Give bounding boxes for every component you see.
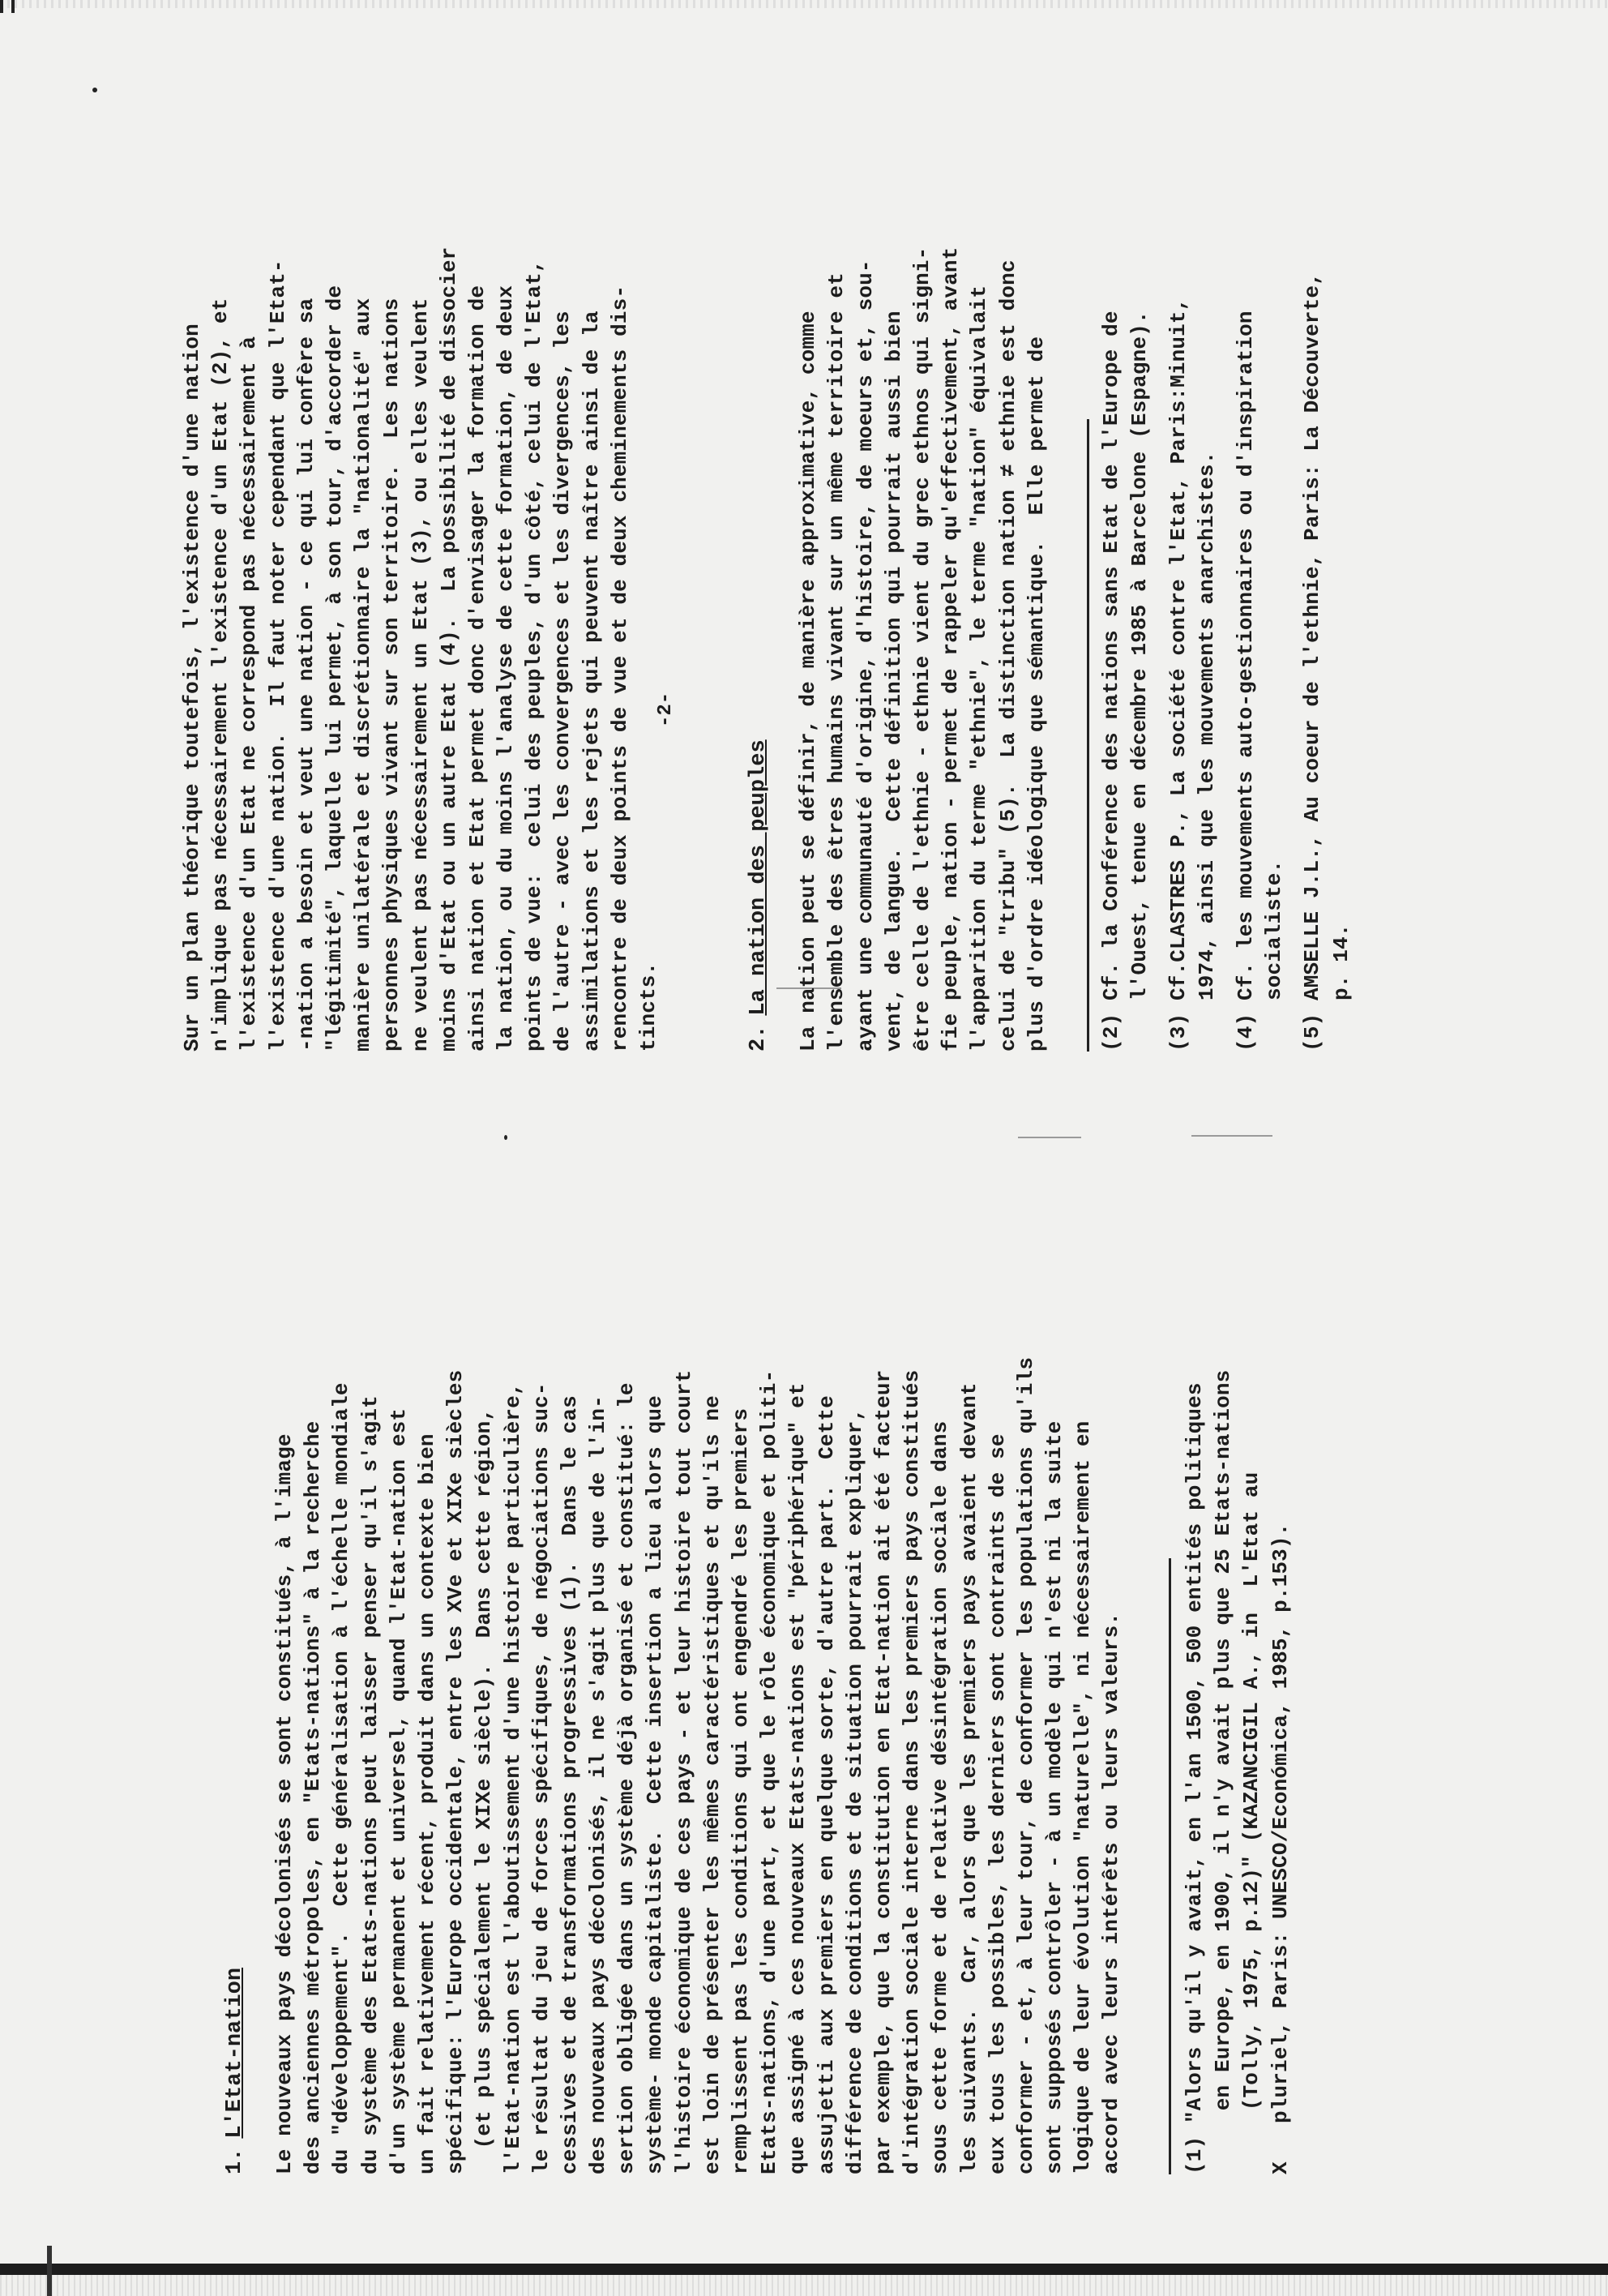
text-line: points de vue: celui des peuples, d'un côté, celui de l'Etat, — [522, 259, 547, 1052]
text-line: du "développement". Cette généralisation à l'échelle mondiale — [329, 1382, 354, 2174]
text-line: sous cette forme et de relative désintégration sociale dans — [928, 1420, 953, 2174]
footnote-spacer — [1155, 46, 1165, 1052]
text-line: -nation a besoin et veut une nation - ce qui lui confère sa — [293, 298, 319, 1052]
footnote-spacer — [1289, 46, 1298, 1052]
intro-text — [178, 46, 663, 1052]
footnote-line: l'Ouest, tenue en décembre 1985 à Barcelone (Espagne). — [1127, 311, 1153, 1052]
text-line: le résultat du jeu de forces spécifiques, de négociations suc- — [528, 1382, 554, 2174]
text-line: l'Etat-nation est l'aboutissement d'une histoire particulière, — [500, 1382, 525, 2174]
text-line: conformer - et, à leur tour, de conformer les populations qu'ils — [1013, 1356, 1038, 2174]
section-number: 2. — [746, 1025, 772, 1052]
text-line: des nouveaux pays décolonisés, il ne s'agit plus que de l'in- — [586, 1395, 611, 2174]
text-line: l'apparition du terme "ethnie", le terme "nation" équivalait — [967, 285, 992, 1052]
text-line: ne veulent pas nécessairement un Etat (3), ou elles veulent — [408, 298, 433, 1052]
text-line: fie peuple, nation - permet de rappeler qu'effectivement, avant — [939, 246, 964, 1052]
text-line: plus d'ordre idéologique que sémantique. Elle permet de — [1024, 336, 1049, 1052]
text-line: l'existence d'un Etat ne correspond pas nécessairement à — [237, 336, 262, 1052]
text-line: spécifique: l'Europe occidentale, entre les XVe et XIXe siècles — [443, 1369, 468, 2174]
text-line: système- monde capitaliste. Cette insertion a lieu alors que — [643, 1395, 668, 2174]
body-text — [794, 46, 1051, 1052]
footnote-line: socialiste. — [1261, 859, 1286, 1052]
text-line: (et plus spécialement le XIXe siècle). Dans cette région, — [472, 1407, 497, 2174]
text-line: sont supposés contrôler - à un modèle qui n'est ni la suite — [1042, 1420, 1067, 2174]
footnote-line: (1) "Alors qu'il y avait, en l'an 1500, 500 entités politiques — [1182, 1382, 1207, 2174]
footnote-line: (3) Cf.CLASTRES P., La société contre l'Etat, Paris:Minuit, — [1165, 298, 1191, 1052]
footnote-line: (Tolly, 1975, p.12)" (KAZANCIGIL A., in L'Etat au — [1239, 1471, 1264, 2174]
text-line: vent, de langue. Cette définition qui pourrait aussi bien — [881, 311, 906, 1052]
footnotes — [1097, 46, 1356, 1052]
text-line: moins d'Etat ou un autre Etat (4). La possibilité de dissocier — [436, 246, 461, 1052]
right-column — [178, 46, 1356, 1052]
text-line: tincts. — [636, 962, 661, 1052]
text-line: d'intégration sociale interne dans les premiers pays constitués — [900, 1369, 925, 2174]
footnote-rule — [1169, 1558, 1171, 2174]
text-line: les suivants. Car, alors que les premiers pays avaient devant — [956, 1382, 981, 2174]
text-line: la nation, ou du moins l'analyse de cette formation, de deux — [494, 285, 519, 1052]
footnote-line: X pluriel, Paris: UNESCO/Económica, 1985, p.153). — [1268, 1523, 1293, 2174]
text-line: manière unilatérale et discrétionnaire la "nationalité" aux — [351, 298, 376, 1052]
text-line: par exemple, que la constitution en Etat-nation ait été facteur — [870, 1369, 896, 2174]
text-line: de l'autre - avec les convergences et les divergences, les — [550, 311, 575, 1052]
text-line: n'implique pas nécessairement l'existence d'un Etat (2), et — [208, 298, 233, 1052]
text-line: personnes physiques vivant sur son territoire. Les nations — [379, 298, 404, 1052]
text-line: différence de conditions et de situation pourrait expliquer, — [842, 1407, 867, 2174]
text-line: Sur un plan théorique toutefois, l'existence d'une nation — [180, 323, 204, 1052]
section-heading — [741, 46, 776, 1052]
page-number: -2- — [655, 692, 677, 727]
text-line: assujetti aux premiers en quelque sorte, d'autre part. Cette — [814, 1395, 839, 2174]
text-line: celui de "tribu" (5). La distinction nation ≠ ethnie est donc — [995, 259, 1020, 1052]
footnote-line: (5) AMSELLE J.L., Au coeur de l'ethnie, Paris: La Découverte, — [1300, 272, 1325, 1052]
text-line: être celle de l'ethnie - ethnie vient du grec ethnos qui signi- — [909, 246, 934, 1052]
text-line: Etats-nations, d'une part, et que le rôle économique et politi- — [757, 1369, 782, 2174]
text-line: ayant une communauté d'origine, d'histoire, de moeurs et, sou- — [853, 259, 878, 1052]
text-line: accord avec leurs intérêts ou leurs valeurs. — [1099, 1612, 1124, 2174]
text-line: rencontre de deux points de vue et de deux cheminements dis- — [607, 285, 632, 1052]
footnote-rule — [1087, 419, 1089, 1052]
text-line: du système des Etats-nations peut laisser penser qu'il s'agit — [357, 1395, 383, 2174]
text-line: logique de leur évolution "naturelle", ni nécessairement en — [1071, 1420, 1096, 2174]
footnotes — [1181, 1177, 1296, 2174]
section-heading — [217, 1177, 253, 2174]
body-text — [271, 1177, 1127, 2174]
text-line: que assigné à ces nouveaux Etats-nations est "périphérique" et — [785, 1382, 810, 2174]
text-line: un fait relativement récent, produit dans un contexte bien — [414, 1433, 439, 2174]
text-line: des anciennes métropoles, en "Etats-nations" à la recherche — [301, 1420, 326, 2174]
footnote-line: 1974, ainsi que les mouvements anarchistes. — [1195, 451, 1220, 1052]
text-line: cessives et de transformations progressives (1). Dans le cas — [557, 1395, 582, 2174]
text-line: remplissent pas les conditions qui ont engendré les premiers — [729, 1407, 753, 2174]
text-line: ainsi nation et Etat permet donc d'envisager la formation de — [464, 285, 490, 1052]
footnote-line: en Europe, en 1900, il n'y avait plus que 25 Etats-nations — [1211, 1369, 1236, 2174]
footnote-line: (2) Cf. la Conférence des nations sans Etat de l'Europe de — [1098, 311, 1123, 1052]
text-line: sertion obligée dans un système déjà organisé et constitué: le — [614, 1382, 639, 2174]
text-line: l'histoire économique de ces pays - et leur histoire tout court — [671, 1369, 696, 2174]
footnote-line: p. 14. — [1328, 923, 1354, 1052]
footnote-line: (4) Cf. les mouvements auto-gestionnaires ou d'inspiration — [1233, 311, 1258, 1052]
left-column — [217, 1177, 1295, 2174]
section-title: L'Etat-nation — [223, 1967, 247, 2139]
text-line: La nation peut se définir, de manière approximative, comme — [796, 311, 821, 1052]
text-line: assimilations et les rejets qui peuvent naître ainsi de la — [579, 311, 604, 1052]
text-line: l'ensemble des êtres humains vivant sur un même territoire et — [824, 272, 849, 1052]
text-line: Le nouveaux pays décolonisés se sont constitués, à l'image — [272, 1433, 297, 2174]
text-line: d'un système permanent et universel, quand l'Etat-nation est — [386, 1407, 411, 2174]
text-line: l'existence d'une nation. Il faut noter cependant que l'Etat- — [265, 259, 290, 1052]
footnote-spacer — [1222, 46, 1232, 1052]
text-line: est loin de présenter les mêmes caractéristiques et qu'ils ne — [699, 1395, 725, 2174]
section-number: 1. — [223, 2148, 247, 2174]
text-line: "légitimité", laquelle lui permet, à son tour, d'accorder de — [322, 285, 347, 1052]
text-line: eux tous les possibles, les derniers sont contraints de se — [985, 1433, 1010, 2174]
section-title: La nation des peuples — [746, 739, 772, 1016]
